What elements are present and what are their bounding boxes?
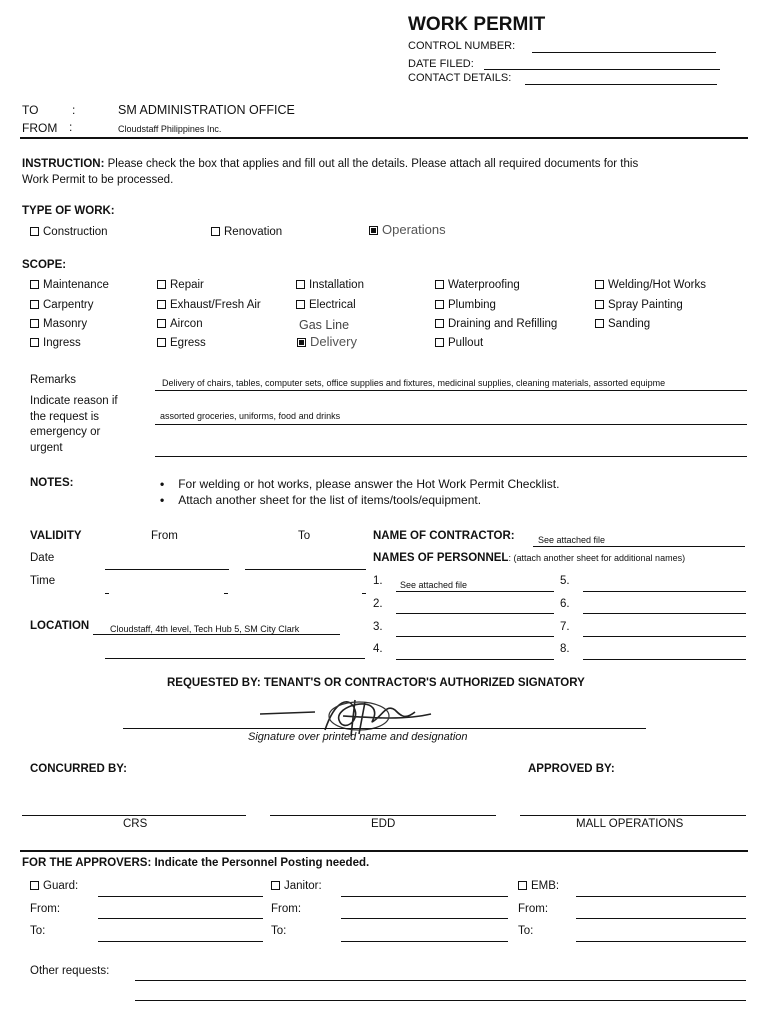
instruction-label: INSTRUCTION:: [22, 158, 105, 170]
option-label: Plumbing: [448, 299, 496, 311]
option-label: Ingress: [43, 337, 81, 349]
emb-to-label: To:: [518, 925, 534, 937]
rule: [155, 424, 747, 425]
personnel-num: 4.: [373, 643, 383, 655]
personnel-7-field[interactable]: [583, 636, 746, 637]
personnel-note: : (attach another sheet for additional names): [508, 553, 686, 563]
reason-line: emergency or: [30, 426, 101, 438]
location-label: LOCATION: [30, 620, 90, 632]
personnel-5-field[interactable]: [583, 591, 746, 592]
reason-line: Indicate reason if: [30, 395, 118, 407]
personnel-1-field[interactable]: [396, 591, 554, 592]
checkbox-icon[interactable]: [157, 280, 166, 289]
divider: [20, 137, 748, 139]
scope-draining[interactable]: [435, 318, 557, 330]
checkbox-checked-icon[interactable]: [369, 226, 378, 235]
scope-maintenance[interactable]: [30, 279, 109, 291]
scope-pullout[interactable]: [435, 337, 483, 349]
signature-caption: Signature over printed name and designation: [248, 731, 468, 743]
janitor-from-label: From:: [271, 903, 302, 915]
personnel-num: 7.: [560, 621, 570, 633]
scope-plumbing[interactable]: [435, 299, 496, 311]
option-label: Sanding: [608, 318, 651, 330]
option-label: Renovation: [224, 226, 283, 238]
janitor-from-field[interactable]: [341, 918, 508, 919]
time-tick: [224, 593, 228, 594]
reason-label: [30, 394, 118, 456]
personnel-1-value[interactable]: See attached file: [400, 580, 468, 590]
notes-label: NOTES:: [30, 477, 74, 489]
option-label: Carpentry: [43, 299, 94, 311]
guard-to-field[interactable]: [98, 941, 263, 942]
date-filed-field[interactable]: [484, 69, 720, 70]
option-label: Janitor:: [284, 880, 322, 892]
note-item: • For welding or hot works, please answer the Hot Work Permit Checklist.: [160, 476, 559, 492]
option-label: Repair: [170, 279, 204, 291]
checkbox-icon[interactable]: [518, 881, 527, 890]
to-colon: :: [72, 103, 76, 117]
mall-operations-label: MALL OPERATIONS: [576, 818, 684, 830]
checkbox-icon[interactable]: [435, 338, 444, 347]
checkbox-checked-icon[interactable]: [297, 338, 306, 347]
option-label: Masonry: [43, 318, 88, 330]
approvers-label: FOR THE APPROVERS: Indicate the Personnel Posting needed.: [22, 857, 370, 869]
other-requests-field-2[interactable]: [135, 1000, 746, 1001]
guard-option[interactable]: [30, 880, 78, 892]
personnel-num: 8.: [560, 643, 570, 655]
control-number-field[interactable]: [532, 52, 716, 53]
checkbox-icon[interactable]: [30, 881, 39, 890]
option-label: Guard:: [43, 880, 79, 892]
remarks-line-1[interactable]: Delivery of chairs, tables, computer sets, office supplies and fixtures, medicinal supplies, cleaning materials, assorted equipme: [162, 378, 666, 388]
guard-to-label: To:: [30, 925, 46, 937]
option-label: Pullout: [448, 337, 484, 349]
guard-from-label: From:: [30, 903, 61, 915]
checkbox-icon[interactable]: [296, 280, 305, 289]
to-value: SM ADMINISTRATION OFFICE: [118, 103, 295, 117]
date-label: Date: [30, 552, 55, 564]
option-label: Installation: [309, 279, 364, 291]
option-label: Aircon: [170, 318, 203, 330]
instruction-text: Please check the box that applies and fill out all the details. Please attach all required documents for this: [104, 158, 639, 170]
personnel-label-row: [373, 552, 685, 564]
mall-signature-line[interactable]: [520, 815, 746, 816]
emb-option[interactable]: [518, 880, 559, 892]
personnel-num: 2.: [373, 598, 383, 610]
contractor-name-label: NAME OF CONTRACTOR:: [373, 530, 515, 542]
personnel-num: 6.: [560, 598, 570, 610]
emb-from-field[interactable]: [576, 918, 746, 919]
edd-signature-line[interactable]: [270, 815, 496, 816]
divider: [20, 850, 748, 852]
validity-from: From: [151, 530, 178, 542]
remarks-line-2[interactable]: assorted groceries, uniforms, food and drinks: [160, 411, 341, 421]
scope-gas-line[interactable]: Gas Line: [299, 318, 350, 332]
scope-masonry[interactable]: [30, 318, 87, 330]
scope-ingress[interactable]: [30, 337, 81, 349]
time-from-field[interactable]: [105, 593, 109, 594]
guard-from-field[interactable]: [98, 918, 263, 919]
reason-line: urgent: [30, 441, 63, 454]
checkbox-icon[interactable]: [157, 319, 166, 328]
checkbox-icon[interactable]: [296, 300, 305, 309]
option-label: Waterproofing: [448, 279, 520, 291]
date-from-field[interactable]: [105, 569, 229, 570]
checkbox-icon[interactable]: [30, 338, 39, 347]
checkbox-icon[interactable]: [595, 280, 604, 289]
type-renovation[interactable]: [211, 226, 282, 238]
personnel-num: 5.: [560, 575, 570, 587]
janitor-to-field[interactable]: [341, 941, 508, 942]
contractor-name-value[interactable]: See attached file: [538, 535, 606, 545]
notes-list: [160, 476, 559, 508]
scope-repair[interactable]: [157, 279, 204, 291]
scope-sanding[interactable]: [595, 318, 650, 330]
checkbox-icon[interactable]: [595, 319, 604, 328]
date-to-field[interactable]: [245, 569, 366, 570]
control-number-label: CONTROL NUMBER:: [408, 40, 516, 52]
option-label: Draining and Refilling: [448, 318, 558, 330]
scope-installation[interactable]: [296, 279, 364, 291]
scope-label: SCOPE:: [22, 259, 67, 271]
scope-carpentry[interactable]: [30, 299, 94, 311]
other-requests-field[interactable]: [135, 980, 746, 981]
signature-line[interactable]: [123, 728, 646, 729]
validity-label: VALIDITY: [30, 530, 82, 542]
date-filed-label: DATE FILED:: [408, 58, 474, 70]
option-label: Construction: [43, 226, 108, 238]
checkbox-icon[interactable]: [271, 881, 280, 890]
scope-exhaust[interactable]: [157, 299, 261, 311]
personnel-8-field[interactable]: [583, 659, 746, 660]
janitor-to-label: To:: [271, 925, 287, 937]
janitor-field[interactable]: [341, 896, 508, 897]
option-label: Spray Painting: [608, 299, 683, 311]
contact-details-label: CONTACT DETAILS:: [408, 72, 512, 84]
type-of-work-label: TYPE OF WORK:: [22, 205, 115, 217]
option-label: Egress: [170, 337, 206, 349]
checkbox-icon[interactable]: [30, 227, 39, 236]
validity-to: To: [298, 530, 311, 542]
checkbox-icon[interactable]: [435, 280, 444, 289]
from-label: FROM: [22, 121, 58, 135]
note-item: • Attach another sheet for the list of items/tools/equipment.: [160, 492, 559, 508]
time-label: Time: [30, 575, 56, 587]
scope-welding[interactable]: [595, 279, 706, 291]
personnel-4-field[interactable]: [396, 659, 554, 660]
checkbox-icon[interactable]: [30, 319, 39, 328]
crs-signature-line[interactable]: [22, 815, 246, 816]
crs-label: CRS: [123, 818, 148, 830]
approved-label: APPROVED BY:: [528, 763, 615, 775]
checkbox-icon[interactable]: [595, 300, 604, 309]
scope-waterproofing[interactable]: [435, 279, 520, 291]
reason-line: the request is: [30, 410, 100, 423]
scope-egress[interactable]: [157, 337, 206, 349]
instruction-line-1: [22, 158, 638, 170]
concurred-label: CONCURRED BY:: [30, 763, 127, 775]
type-construction[interactable]: [30, 226, 108, 238]
option-label: Welding/Hot Works: [608, 279, 706, 291]
checkbox-icon[interactable]: [157, 300, 166, 309]
scope-delivery[interactable]: [297, 334, 357, 349]
rule: [105, 658, 365, 659]
guard-field[interactable]: [98, 896, 263, 897]
instruction-line-2: Work Permit to be processed.: [22, 174, 174, 186]
location-value[interactable]: Cloudstaff, 4th level, Tech Hub 5, SM City Clark: [110, 624, 300, 634]
scope-aircon[interactable]: [157, 318, 203, 330]
remarks-label: Remarks: [30, 374, 77, 386]
emb-to-field[interactable]: [576, 941, 746, 942]
rule: [155, 390, 747, 391]
checkbox-icon[interactable]: [211, 227, 220, 236]
option-label: Delivery: [310, 334, 357, 349]
type-operations[interactable]: [369, 222, 446, 237]
personnel-label: NAMES OF PERSONNEL: [373, 552, 509, 564]
option-label: EMB:: [531, 880, 560, 892]
checkbox-icon[interactable]: [30, 280, 39, 289]
janitor-option[interactable]: [271, 880, 322, 892]
contact-details-field[interactable]: [525, 84, 717, 85]
emb-field[interactable]: [576, 896, 746, 897]
personnel-6-field[interactable]: [583, 613, 746, 614]
option-label: Exhaust/Fresh Air: [170, 299, 261, 311]
rule: [155, 456, 747, 457]
checkbox-icon[interactable]: [435, 300, 444, 309]
personnel-num: 1.: [373, 575, 383, 587]
from-colon: :: [69, 120, 73, 134]
checkbox-icon[interactable]: [157, 338, 166, 347]
checkbox-icon[interactable]: [30, 300, 39, 309]
option-label: Operations: [382, 222, 446, 237]
to-label: TO: [22, 103, 39, 117]
checkbox-icon[interactable]: [435, 319, 444, 328]
personnel-3-field[interactable]: [396, 636, 554, 637]
time-to-field[interactable]: [362, 593, 366, 594]
from-value: Cloudstaff Philippines Inc.: [118, 124, 222, 134]
rule: [93, 634, 340, 635]
option-label: Electrical: [309, 299, 356, 311]
emb-from-label: From:: [518, 903, 549, 915]
edd-label: EDD: [371, 818, 396, 830]
requested-label: REQUESTED BY: TENANT'S OR CONTRACTOR'S AUTHORIZED SIGNATORY: [167, 677, 585, 689]
scope-spray-painting[interactable]: [595, 299, 683, 311]
page-title: WORK PERMIT: [408, 14, 546, 35]
option-label: Maintenance: [43, 279, 109, 291]
rule: [533, 546, 745, 547]
other-requests-label: Other requests:: [30, 965, 110, 977]
personnel-num: 3.: [373, 621, 383, 633]
scope-electrical[interactable]: [296, 299, 356, 311]
personnel-2-field[interactable]: [396, 613, 554, 614]
